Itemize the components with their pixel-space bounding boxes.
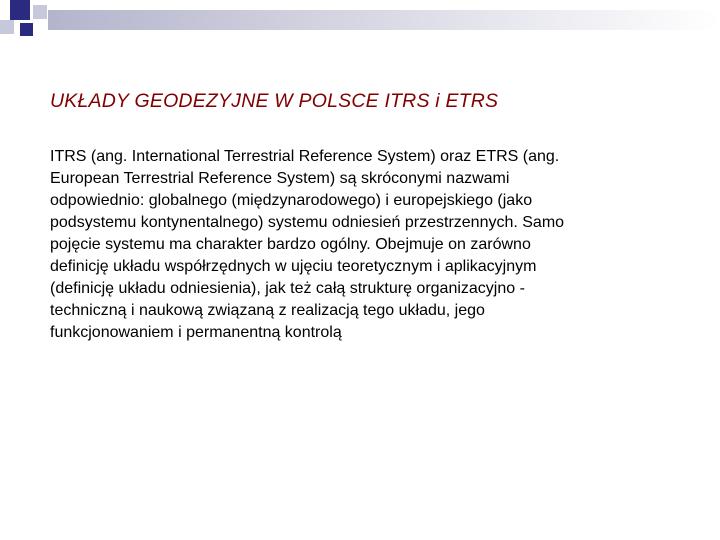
body-line: podsystemu kontynentalnego) systemu odniesień przestrzennych. Samo (50, 214, 565, 231)
body-line: odpowiednio: globalnego (międzynarodowego) i europejskiego (jako (50, 192, 533, 209)
deco-square-2 (33, 5, 47, 19)
body-line: techniczną i naukową związaną z realizacją tego układu, jego (50, 302, 485, 319)
deco-square-4 (20, 23, 33, 36)
deco-square-1 (10, 0, 30, 20)
header-gradient-band (48, 10, 720, 30)
corner-decoration (0, 0, 720, 48)
body-line: (definicję układu odniesienia), jak też całą strukturę organizacyjno - (50, 280, 525, 297)
body-line: European Terrestrial Reference System) są skróconymi nazwami (50, 170, 510, 187)
body-line: ITRS (ang. International Terrestrial Reference System) oraz ETRS (ang. (50, 148, 560, 165)
body-line: definicję układu współrzędnych w ujęciu teoretycznym i aplikacyjnym (50, 258, 537, 275)
slide-title: UKŁADY GEODEZYJNE W POLSCE ITRS i ETRS (50, 90, 499, 112)
body-line: funkcjonowaniem i permanentną kontrolą (50, 324, 342, 341)
deco-square-3 (0, 20, 14, 34)
body-line: pojęcie systemu ma charakter bardzo ogólny. Obejmuje on zarówno (50, 236, 531, 253)
body-paragraph (50, 146, 660, 344)
